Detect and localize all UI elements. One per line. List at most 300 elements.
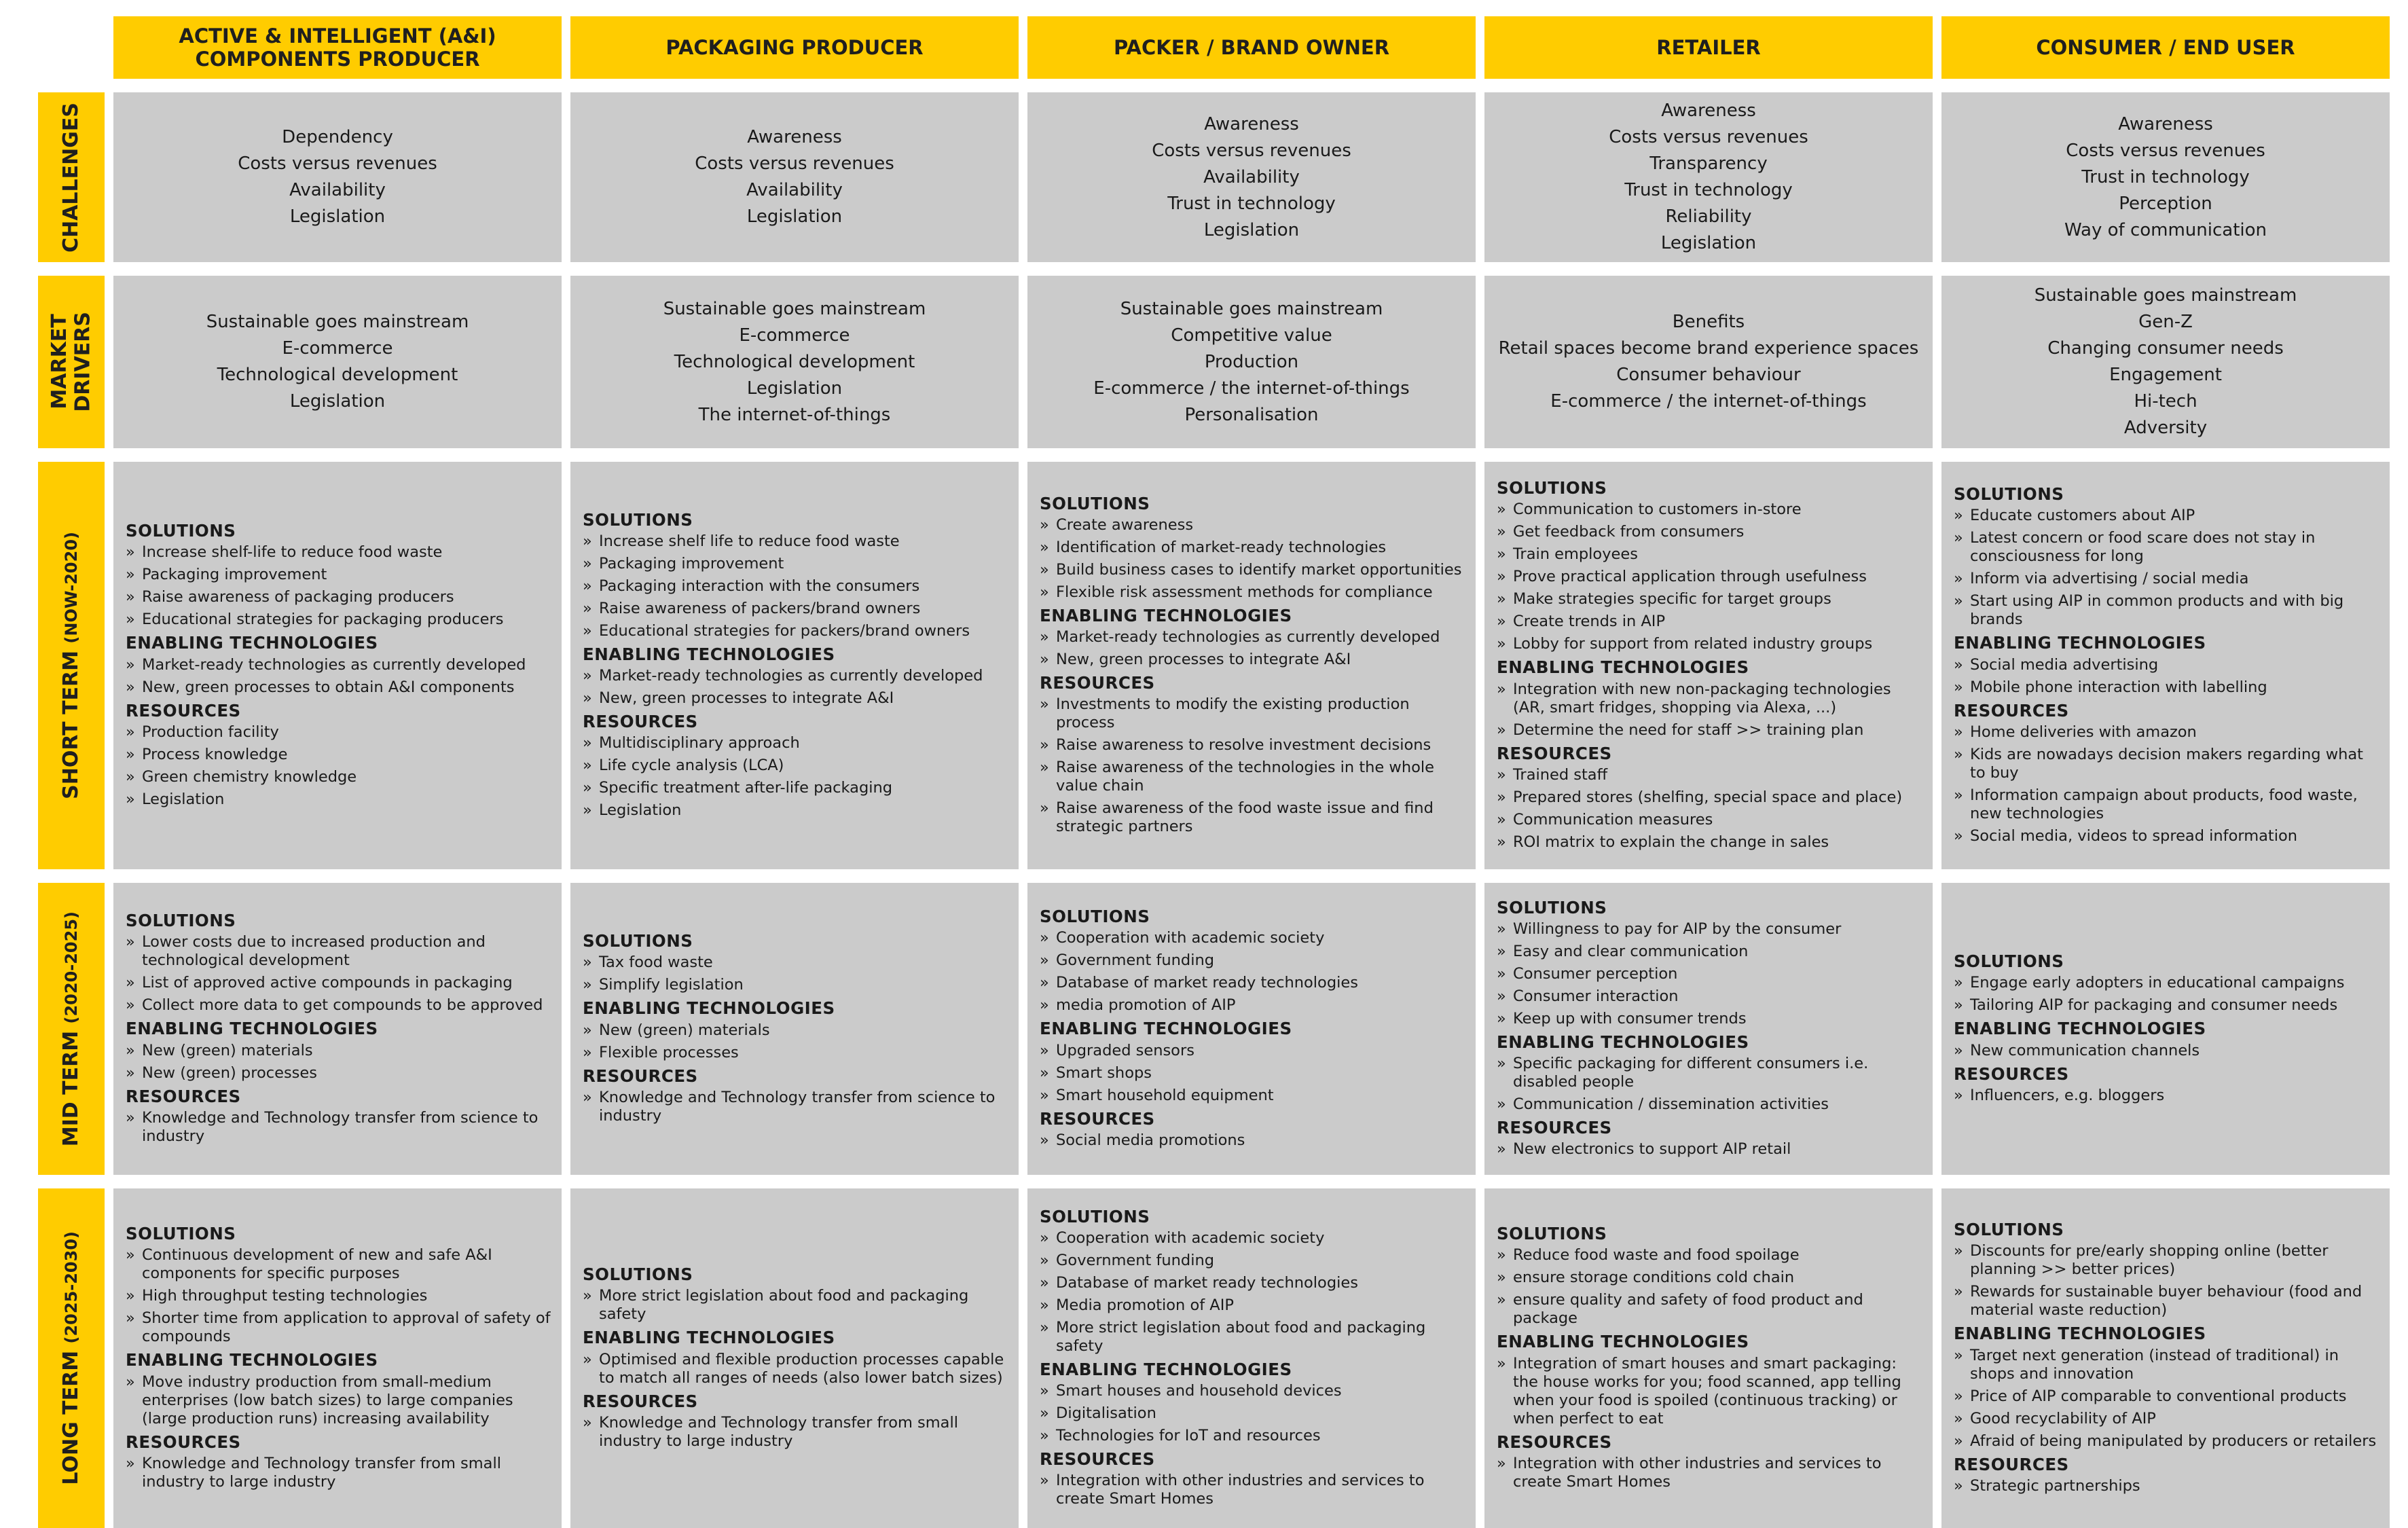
list-item-text: Knowledge and Technology transfer from science to industry xyxy=(142,1108,539,1145)
challenges-item: Availability xyxy=(1203,166,1300,187)
list-item xyxy=(583,1020,1010,1042)
bullet-icon: » xyxy=(1040,651,1049,669)
list-item-text: Kids are nowadays decision makers regarding what to buy xyxy=(1970,745,2364,782)
bullet-icon: » xyxy=(126,655,135,674)
list-item-text: Market-ready technologies as currently developed xyxy=(599,667,983,685)
list-item-text: Raise awareness of packers/brand owners xyxy=(599,599,921,617)
bullet-icon: » xyxy=(126,767,135,786)
list-item-text: Smart household equipment xyxy=(1056,1086,1274,1104)
section-title: SOLUTIONS xyxy=(1040,493,1150,513)
bullet-icon: » xyxy=(583,1088,592,1106)
bullet-icon: » xyxy=(583,1043,592,1061)
bullet-icon: » xyxy=(1497,635,1506,653)
list-item xyxy=(1497,1353,1924,1431)
list-item-text: More strict legislation about food and packaging safety xyxy=(1056,1318,1426,1355)
market-drivers-item: Benefits xyxy=(1672,312,1745,332)
challenges-item: Trust in technology xyxy=(1624,180,1793,200)
section-title: RESOURCES xyxy=(126,700,241,721)
bullet-icon: » xyxy=(1040,583,1049,601)
list-item xyxy=(583,666,1010,688)
list-item xyxy=(1497,964,1924,986)
section-title: SOLUTIONS xyxy=(1497,897,1607,917)
list-item-text: Trained staff xyxy=(1513,765,1608,784)
bullet-icon: » xyxy=(1497,1291,1506,1309)
list-item-text: Process knowledge xyxy=(142,745,288,763)
row-header-label xyxy=(48,312,95,412)
bullet-icon: » xyxy=(1497,1009,1506,1027)
list-item xyxy=(1040,1403,1467,1425)
list-item xyxy=(1497,1008,1924,1031)
section-title: RESOURCES xyxy=(1040,1449,1155,1470)
bullet-icon: » xyxy=(583,599,592,617)
list-item-text: Communication measures xyxy=(1513,810,1713,829)
list-item-text: Government funding xyxy=(1056,951,1214,970)
market-drivers-cell xyxy=(570,276,1019,448)
market-drivers-cell xyxy=(1027,276,1476,448)
market-drivers-item: The internet-of-things xyxy=(698,404,891,425)
list-item-text: Consumer interaction xyxy=(1513,987,1679,1005)
list-item-text: Integration with new non-packaging technologies (AR, smart fridges, shopping via Alexa, ...) xyxy=(1513,680,1891,716)
bullet-icon: » xyxy=(583,532,592,550)
market-drivers-item: Legislation xyxy=(289,391,386,412)
bullet-icon: » xyxy=(1497,942,1506,960)
section-title: ENABLING TECHNOLOGIES xyxy=(1497,657,1749,678)
list-item xyxy=(126,677,553,699)
challenges-item: Legislation xyxy=(1660,233,1757,253)
market-drivers-item: Technological development xyxy=(217,365,458,385)
bullet-icon: » xyxy=(1040,515,1049,534)
section-title: RESOURCES xyxy=(1040,673,1155,693)
list-item-text: Continuous development of new and safe A&I components for specific purposes xyxy=(142,1246,492,1283)
bullet-icon: » xyxy=(1040,996,1049,1015)
market-drivers-item: Changing consumer needs xyxy=(2047,338,2284,359)
bullet-icon: » xyxy=(1954,592,1963,611)
market-drivers-item: Consumer behaviour xyxy=(1616,365,1801,385)
list-item xyxy=(1497,634,1924,656)
list-item xyxy=(1040,757,1467,798)
bullet-icon: » xyxy=(1497,1354,1506,1372)
challenges-item: Costs versus revenues xyxy=(238,153,437,174)
list-item-text: Legislation xyxy=(142,790,225,808)
bullet-icon: » xyxy=(126,611,135,629)
bullet-icon: » xyxy=(126,1063,135,1082)
list-item-text: Educate customers about AIP xyxy=(1970,507,2195,525)
bullet-icon: » xyxy=(126,1246,135,1265)
list-item xyxy=(126,609,553,632)
list-item xyxy=(1954,1431,2382,1453)
challenges-cell xyxy=(1484,92,1933,262)
list-item xyxy=(126,1372,553,1431)
challenges-item: Reliability xyxy=(1665,206,1752,227)
list-item-text: Train employees xyxy=(1513,545,1638,564)
short-term-cell xyxy=(1941,462,2390,869)
list-item xyxy=(1497,611,1924,634)
bullet-icon: » xyxy=(126,974,135,992)
list-item-text: Consumer perception xyxy=(1513,964,1678,983)
column-header xyxy=(1484,16,1933,79)
list-item-text: Increase shelf-life to reduce food waste xyxy=(142,543,443,562)
list-item-text: Production facility xyxy=(142,723,279,741)
bullet-icon: » xyxy=(126,790,135,808)
list-item xyxy=(1954,972,2382,995)
section-title: ENABLING TECHNOLOGIES xyxy=(583,644,835,664)
list-item-text: Raise awareness to resolve investment decisions xyxy=(1056,736,1431,754)
short-term-cell xyxy=(1484,462,1933,869)
section-title: ENABLING TECHNOLOGIES xyxy=(1954,633,2206,653)
bullet-icon: » xyxy=(1497,613,1506,631)
list-item-text: Prove practical application through usefulness xyxy=(1513,568,1867,586)
market-drivers-item: Gen-Z xyxy=(2138,312,2193,332)
section-title: SOLUTIONS xyxy=(583,1265,693,1285)
list-item-text: ensure quality and safety of food product and package xyxy=(1513,1291,1863,1328)
list-item-text: Social media promotions xyxy=(1056,1131,1245,1149)
bullet-icon: » xyxy=(1040,1273,1049,1292)
challenges-cell xyxy=(113,92,562,262)
bullet-icon: » xyxy=(1497,1246,1506,1265)
list-item-text: Lobby for support from related industry groups xyxy=(1513,635,1873,653)
list-item-text: Tax food waste xyxy=(599,953,713,972)
list-item-text: Willingness to pay for AIP by the consumer xyxy=(1513,920,1842,938)
list-item xyxy=(583,688,1010,710)
bullet-icon: » xyxy=(1954,974,1963,992)
list-item-text: New (green) processes xyxy=(142,1063,317,1082)
challenges-item: Legislation xyxy=(746,206,843,227)
list-item-text: Discounts for pre/early shopping online (better planning >> better prices) xyxy=(1970,1242,2329,1279)
list-item xyxy=(1497,1139,1924,1161)
list-item-text: Social media advertising xyxy=(1970,655,2159,674)
corner-blank xyxy=(38,16,105,79)
list-item xyxy=(126,542,553,564)
list-item-text: Get feedback from consumers xyxy=(1513,523,1745,541)
bullet-icon: » xyxy=(583,1413,592,1432)
list-item xyxy=(1040,1130,1467,1152)
bullet-icon: » xyxy=(126,1372,135,1391)
bullet-icon: » xyxy=(1954,507,1963,525)
list-item-text: Integration of smart houses and smart packaging: the house works for you; food scanned, app telling when your food is spoiled (continuous tracking) or when perfect to eat xyxy=(1513,1354,1901,1427)
bullet-icon: » xyxy=(1040,1041,1049,1059)
list-item-text: Shorter time from application to approval of safety of compounds xyxy=(142,1309,551,1346)
market-drivers-item: E-commerce xyxy=(739,325,850,346)
bullet-icon: » xyxy=(1497,788,1506,806)
list-item xyxy=(126,1245,553,1286)
list-item xyxy=(583,1349,1010,1390)
list-item xyxy=(1040,1470,1467,1511)
bullet-icon: » xyxy=(1040,929,1049,947)
section-title: SOLUTIONS xyxy=(126,1224,236,1244)
section-title: SOLUTIONS xyxy=(1954,1220,2064,1240)
bullet-icon: » xyxy=(583,734,592,752)
list-item xyxy=(126,744,553,767)
challenges-item: Costs versus revenues xyxy=(2066,140,2265,161)
column-header xyxy=(1941,16,2390,79)
market-drivers-item: Production xyxy=(1204,351,1299,372)
list-item xyxy=(1497,919,1924,941)
bullet-icon: » xyxy=(1954,1432,1963,1450)
short-term-cell xyxy=(570,462,1019,869)
challenges-item: Availability xyxy=(289,180,386,200)
market-drivers-item: E-commerce xyxy=(282,338,393,359)
bullet-icon: » xyxy=(1497,1454,1506,1472)
challenges-item: Costs versus revenues xyxy=(1609,127,1808,147)
list-item xyxy=(1040,537,1467,560)
row-header-period: (2025-2030) xyxy=(61,1231,81,1344)
bullet-icon: » xyxy=(1040,1318,1049,1336)
list-item xyxy=(1497,810,1924,832)
mid-term-cell xyxy=(113,883,562,1175)
bullet-icon: » xyxy=(126,1309,135,1328)
section-title: RESOURCES xyxy=(1040,1108,1155,1129)
column-header-label: PACKAGING PRODUCER xyxy=(665,35,924,59)
list-item xyxy=(1954,1386,2382,1408)
challenges-item: Way of communication xyxy=(2064,219,2267,240)
list-item-text: Market-ready technologies as currently developed xyxy=(1056,628,1440,647)
list-item xyxy=(1040,928,1467,950)
list-item-text: Life cycle analysis (LCA) xyxy=(599,757,784,775)
list-item xyxy=(1040,1317,1467,1358)
bullet-icon: » xyxy=(1040,1251,1049,1269)
section-title: RESOURCES xyxy=(583,1391,698,1411)
bullet-icon: » xyxy=(583,976,592,994)
column-header xyxy=(570,16,1019,79)
bullet-icon: » xyxy=(1040,799,1049,818)
section-title: SOLUTIONS xyxy=(1954,484,2064,505)
list-item xyxy=(126,789,553,812)
bullet-icon: » xyxy=(126,723,135,741)
list-item xyxy=(126,1040,553,1063)
bullet-icon: » xyxy=(126,996,135,1015)
list-item-text: Prepared stores (shelfing, special space and place) xyxy=(1513,788,1903,806)
list-item-text: Integration with other industries and services to create Smart Homes xyxy=(1513,1454,1882,1491)
row-header-mid-term xyxy=(38,883,105,1175)
list-item xyxy=(583,1087,1010,1128)
bullet-icon: » xyxy=(126,1041,135,1059)
section-title: SOLUTIONS xyxy=(1497,1224,1607,1244)
list-item-text: Lower costs due to increased production and technological development xyxy=(142,933,486,970)
row-header-market-drivers xyxy=(38,276,105,448)
roadmap-table xyxy=(38,16,2390,1528)
list-item-text: Simplify legislation xyxy=(599,976,744,994)
list-item-text: High throughput testing technologies xyxy=(142,1287,428,1305)
list-item-text: Identification of market-ready technologies xyxy=(1056,538,1387,556)
bullet-icon: » xyxy=(1954,1283,1963,1301)
bullet-icon: » xyxy=(1497,1269,1506,1287)
list-item-text: Smart shops xyxy=(1056,1063,1152,1082)
mid-term-cell xyxy=(1027,883,1476,1175)
section-title: RESOURCES xyxy=(126,1086,241,1106)
bullet-icon: » xyxy=(1954,723,1963,741)
list-item xyxy=(1497,679,1924,720)
bullet-icon: » xyxy=(1954,996,1963,1015)
list-item-text: Strategic partnerships xyxy=(1970,1476,2140,1495)
list-item xyxy=(1040,649,1467,672)
list-item xyxy=(1040,950,1467,972)
list-item xyxy=(126,1453,553,1494)
list-item xyxy=(583,755,1010,778)
section-title: ENABLING TECHNOLOGIES xyxy=(1954,1324,2206,1344)
bullet-icon: » xyxy=(126,745,135,763)
list-item-text: ROI matrix to explain the change in sales xyxy=(1513,833,1829,851)
section-title: SOLUTIONS xyxy=(1497,478,1607,498)
challenges-item: Costs versus revenues xyxy=(695,153,894,174)
market-drivers-item: Retail spaces become brand experience spaces xyxy=(1498,338,1919,359)
row-header-title: SHORT TERM xyxy=(58,643,83,799)
list-item xyxy=(126,655,553,677)
list-item-text: Raise awareness of the technologies in the whole value chain xyxy=(1056,759,1434,795)
list-item-text: Make strategies specific for target groups xyxy=(1513,590,1831,608)
list-item-text: Raise awareness of packaging producers xyxy=(142,588,454,606)
section-title: SOLUTIONS xyxy=(1040,907,1150,927)
list-item-text: Increase shelf life to reduce food waste xyxy=(599,532,900,550)
bullet-icon: » xyxy=(583,1021,592,1039)
list-item-text: Technologies for IoT and resources xyxy=(1056,1427,1321,1445)
list-item xyxy=(126,995,553,1017)
list-item-text: New, green processes to obtain A&I components xyxy=(142,678,515,696)
list-item-text: ensure storage conditions cold chain xyxy=(1513,1269,1795,1287)
row-header-short-term xyxy=(38,462,105,869)
list-item xyxy=(1497,986,1924,1008)
list-item-text: Start using AIP in common products and with big brands xyxy=(1970,592,2344,629)
challenges-item: Perception xyxy=(2119,193,2212,214)
row-header-title: MARKET DRIVERS xyxy=(47,312,94,412)
market-drivers-item: Personalisation xyxy=(1184,404,1319,425)
bullet-icon: » xyxy=(126,678,135,696)
list-item xyxy=(1954,744,2382,785)
list-item-text: Tailoring AIP for packaging and consumer needs xyxy=(1970,996,2338,1015)
market-drivers-item: Sustainable goes mainstream xyxy=(206,312,469,332)
bullet-icon: » xyxy=(1954,1086,1963,1104)
row-header-label xyxy=(60,532,84,799)
bullet-icon: » xyxy=(1954,655,1963,674)
list-item xyxy=(1497,1094,1924,1116)
list-item-text: Information campaign about products, food waste, new technologies xyxy=(1970,786,2358,822)
bullet-icon: » xyxy=(126,588,135,606)
list-item-text: Easy and clear communication xyxy=(1513,942,1749,960)
list-item xyxy=(1040,972,1467,995)
row-header-period: (2020-2025) xyxy=(61,911,81,1024)
list-item xyxy=(1954,528,2382,568)
mid-term-cell xyxy=(570,883,1019,1175)
row-header-label xyxy=(60,103,84,253)
bullet-icon: » xyxy=(583,667,592,685)
bullet-icon: » xyxy=(1954,1242,1963,1260)
bullet-icon: » xyxy=(1497,1055,1506,1073)
list-item-text: Home deliveries with amazon xyxy=(1970,723,2197,741)
list-item xyxy=(126,1108,553,1148)
list-item xyxy=(1040,1273,1467,1295)
market-drivers-item: Technological development xyxy=(674,351,915,372)
list-item xyxy=(1040,995,1467,1017)
list-item-text: Mobile phone interaction with labelling xyxy=(1970,678,2267,696)
list-item-text: Upgraded sensors xyxy=(1056,1041,1194,1059)
challenges-item: Transparency xyxy=(1649,153,1768,174)
list-item-text: Create trends in AIP xyxy=(1513,613,1666,631)
bullet-icon: » xyxy=(1497,501,1506,519)
list-item xyxy=(1497,787,1924,810)
list-item xyxy=(583,952,1010,975)
section-title: SOLUTIONS xyxy=(583,509,693,530)
list-item xyxy=(1497,544,1924,566)
list-item-text: Create awareness xyxy=(1056,515,1194,534)
list-item xyxy=(126,1286,553,1308)
list-item xyxy=(1954,591,2382,632)
list-item-text: Rewards for sustainable buyer behaviour (food and material waste reduction) xyxy=(1970,1283,2363,1320)
list-item xyxy=(1954,995,2382,1017)
bullet-icon: » xyxy=(1497,1140,1506,1159)
list-item-text: Smart houses and household devices xyxy=(1056,1382,1342,1400)
bullet-icon: » xyxy=(1040,1296,1049,1314)
row-header-title: LONG TERM xyxy=(58,1343,83,1485)
bullet-icon: » xyxy=(1954,1041,1963,1059)
section-title: RESOURCES xyxy=(126,1432,241,1452)
bullet-icon: » xyxy=(1497,964,1506,983)
list-item-text: New communication channels xyxy=(1970,1041,2200,1059)
bullet-icon: » xyxy=(1040,1229,1049,1247)
list-item xyxy=(1040,560,1467,582)
mid-term-cell xyxy=(1484,883,1933,1175)
list-item xyxy=(1040,1295,1467,1317)
list-item xyxy=(583,1286,1010,1326)
bullet-icon: » xyxy=(1497,920,1506,938)
list-item-text: Inform via advertising / social media xyxy=(1970,570,2249,588)
bullet-icon: » xyxy=(1040,974,1049,992)
short-term-cell xyxy=(113,462,562,869)
list-item xyxy=(1497,720,1924,742)
bullet-icon: » xyxy=(1040,736,1049,754)
list-item xyxy=(1954,1476,2382,1498)
list-item-text: Packaging improvement xyxy=(599,554,784,572)
bullet-icon: » xyxy=(1040,1427,1049,1445)
market-drivers-item: Sustainable goes mainstream xyxy=(663,298,926,319)
list-item-text: Packaging improvement xyxy=(142,566,327,584)
bullet-icon: » xyxy=(583,621,592,640)
list-item xyxy=(583,576,1010,598)
list-item-text: New electronics to support AIP retail xyxy=(1513,1140,1791,1159)
list-item-text: Knowledge and Technology transfer from science to industry xyxy=(599,1088,996,1125)
market-drivers-item: Hi-tech xyxy=(2134,391,2197,412)
list-item xyxy=(1497,499,1924,522)
list-item-text: Knowledge and Technology transfer from small industry to large industry xyxy=(599,1413,958,1450)
list-item xyxy=(583,1042,1010,1065)
bullet-icon: » xyxy=(583,1287,592,1305)
list-item xyxy=(1954,655,2382,677)
mid-term-cell xyxy=(1941,883,2390,1175)
list-item-text: Move industry production from small-medium enterprises (low batch sizes) to large companies (large production runs) increasing availability xyxy=(142,1372,513,1427)
list-item xyxy=(1497,1267,1924,1290)
market-drivers-item: E-commerce / the internet-of-things xyxy=(1093,378,1410,399)
list-item-text: Latest concern or food scare does not stay in consciousness for long xyxy=(1970,529,2316,566)
bullet-icon: » xyxy=(1497,545,1506,564)
section-title: RESOURCES xyxy=(1497,743,1612,763)
section-title: ENABLING TECHNOLOGIES xyxy=(1497,1332,1749,1352)
section-title: RESOURCES xyxy=(1497,1118,1612,1138)
list-item xyxy=(126,1063,553,1085)
section-title: RESOURCES xyxy=(583,1066,698,1086)
long-term-cell xyxy=(1484,1188,1933,1528)
column-header-label: CONSUMER / END USER xyxy=(2036,35,2295,59)
list-item-text: Engage early adopters in educational campaigns xyxy=(1970,974,2345,992)
list-item xyxy=(583,733,1010,755)
row-header-label xyxy=(60,911,84,1146)
bullet-icon: » xyxy=(1497,721,1506,739)
list-item-text: Influencers, e.g. bloggers xyxy=(1970,1086,2165,1104)
section-title: SOLUTIONS xyxy=(126,911,236,931)
challenges-item: Awareness xyxy=(1661,101,1756,121)
bullet-icon: » xyxy=(1040,695,1049,714)
market-drivers-cell xyxy=(113,276,562,448)
column-header-label: ACTIVE & INTELLIGENT (A&I) COMPONENTS PRODUCER xyxy=(179,24,496,71)
list-item xyxy=(1497,832,1924,854)
list-item xyxy=(1954,722,2382,744)
